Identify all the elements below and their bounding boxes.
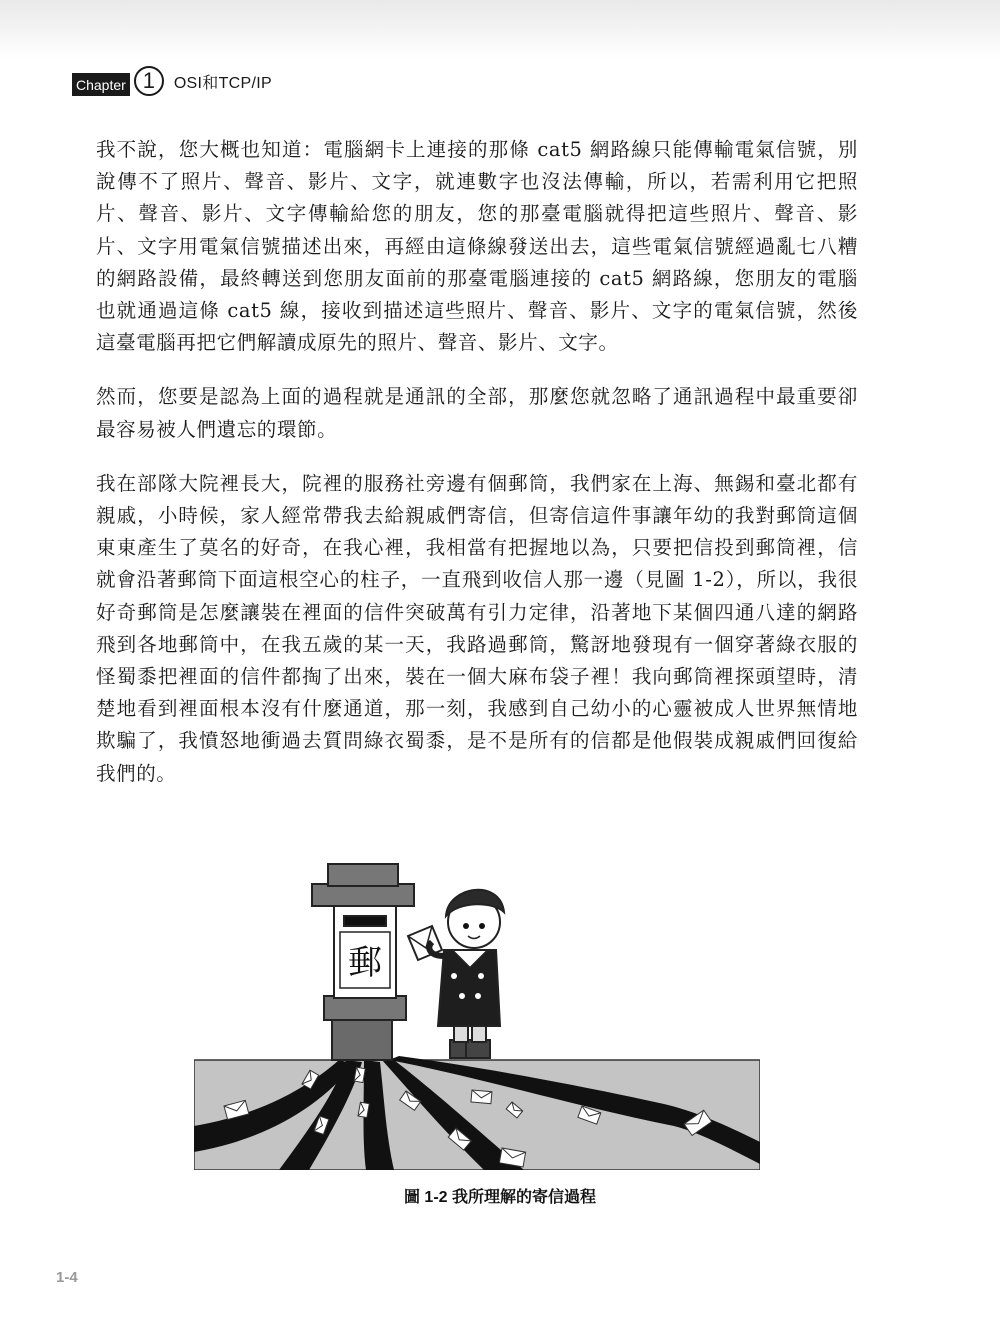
- mailbox-character: 郵: [348, 943, 382, 983]
- paragraph-3: 我在部隊大院裡長大，院裡的服務社旁邊有個郵筒，我們家在上海、無錫和臺北都有親戚，小時候，家人經常帶我去給親戚們寄信，但寄信這件事讓年幼的我對郵筒這個東東產生了莫名的好奇，在我心裡，我相當有把握地以為，只要把信投到郵筒裡，信就會沿著郵筒下面這根空心的柱子，一直飛到收信人那一邊（見圖 1-2），所以，我很好奇郵筒是怎麼讓裝在裡面的信件突破萬有引力定律，沿著地下某個四通八達的網路飛到各地郵筒中，在我五歲的某一天，我路過郵筒，驚訝地發現有一個穿著綠衣服的怪蜀黍把裡面的信件都掏了出來，裝在一個大麻布袋子裡！我向郵筒裡探頭望時，清楚地看到裡面根本沒有什麼通道，那一刻，我感到自己幼小的心靈被成人世界無情地欺騙了，我憤怒地衝過去質問綠衣蜀黍，是不是所有的信都是他假裝成親戚們回復給我們的。: [96, 471, 858, 785]
- page-top-band: [0, 0, 1000, 60]
- paragraph-1: 我不說，您大概也知道：電腦網卡上連接的那條 cat5 網路線只能傳輸電氣信號，別說傳不了照片、聲音、影片、文字，就連數字也沒法傳輸，所以，若需利用它把照片、聲音、影片、文字傳輸給您的朋友，您的那臺電腦就得把這些照片、聲音、影片、文字用電氣信號描述出來，再經由這條線發送出去，這些電氣信號經過亂七八糟的網路設備，最終轉送到您朋友面前的那臺電腦連接的 cat5 網路線，您朋友的電腦也就通過這條 cat5 線，接收到描述這些照片、聲音、影片、文字的電氣信號，然後這臺電腦再把它們解讀成原先的照片、聲音、影片、文字。: [96, 138, 858, 355]
- page-number: 1-4: [56, 1269, 78, 1286]
- child-figure: [408, 890, 504, 1058]
- figure-caption: 圖 1-2 我所理解的寄信過程: [403, 1189, 597, 1206]
- chapter-number: 1: [134, 66, 164, 96]
- figure-mailbox-illustration: [194, 856, 760, 1170]
- chapter-label: Chapter: [72, 73, 130, 96]
- chapter-title: OSI和TCP/IP: [173, 74, 272, 92]
- chapter-header: [72, 64, 272, 98]
- body-text: [96, 134, 858, 790]
- paragraph-2: 然而，您要是認為上面的過程就是通訊的全部，那麼您就忽略了通訊過程中最重要卻最容易被人們遺忘的環節。: [96, 385, 858, 441]
